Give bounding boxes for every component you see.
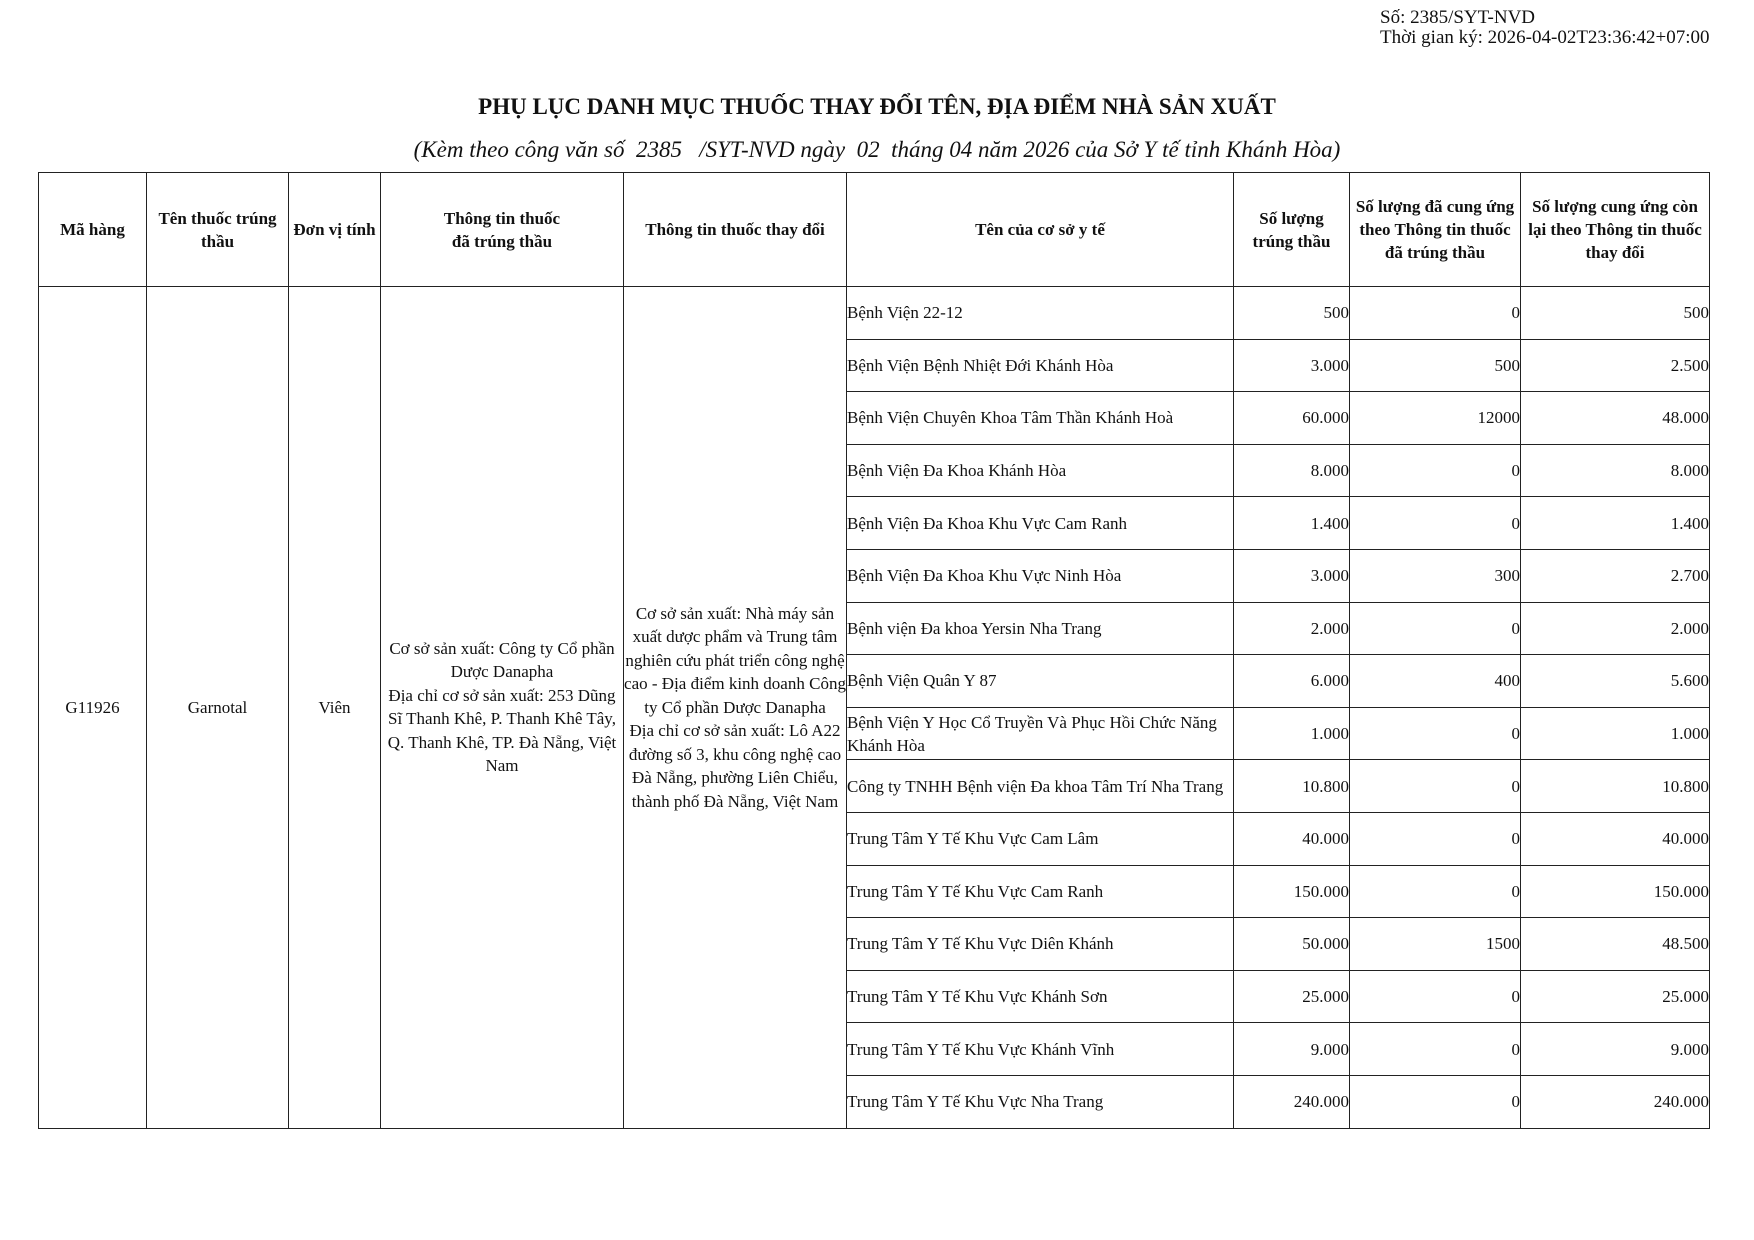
cell-so-luong: 8.000	[1234, 444, 1350, 497]
header-ten-thuoc: Tên thuốc trúng thầu	[147, 173, 289, 287]
header-thong-tin-thay-doi: Thông tin thuốc thay đổi	[624, 173, 847, 287]
cell-so-luong: 3.000	[1234, 339, 1350, 392]
cell-da-cung-ung: 0	[1350, 760, 1521, 813]
cell-co-so-y-te: Bệnh Viện Đa Khoa Khu Vực Cam Ranh	[847, 497, 1234, 550]
cell-da-cung-ung: 400	[1350, 655, 1521, 708]
cell-so-luong: 25.000	[1234, 970, 1350, 1023]
cell-con-lai: 8.000	[1521, 444, 1710, 497]
cell-con-lai: 1.400	[1521, 497, 1710, 550]
cell-so-luong: 3.000	[1234, 549, 1350, 602]
table-row	[39, 287, 1710, 340]
cell-co-so-y-te: Trung Tâm Y Tế Khu Vực Cam Lâm	[847, 812, 1234, 865]
cell-don-vi: Viên	[289, 287, 381, 1129]
cell-co-so-y-te: Trung Tâm Y Tế Khu Vực Cam Ranh	[847, 865, 1234, 918]
cell-ten-thuoc: Garnotal	[147, 287, 289, 1129]
cell-so-luong: 1.000	[1234, 707, 1350, 760]
cell-con-lai: 2.700	[1521, 549, 1710, 602]
cell-da-cung-ung: 0	[1350, 497, 1521, 550]
cell-so-luong: 6.000	[1234, 655, 1350, 708]
cell-so-luong: 1.400	[1234, 497, 1350, 550]
cell-da-cung-ung: 0	[1350, 812, 1521, 865]
cell-con-lai: 500	[1521, 287, 1710, 340]
cell-con-lai: 240.000	[1521, 1075, 1710, 1128]
cell-con-lai: 5.600	[1521, 655, 1710, 708]
cell-co-so-y-te: Bệnh Viện Đa Khoa Khánh Hòa	[847, 444, 1234, 497]
cell-co-so-y-te: Bệnh Viện Chuyên Khoa Tâm Thần Khánh Hoà	[847, 392, 1234, 445]
document-subtitle: (Kèm theo công văn số 2385 /SYT-NVD ngày 02 tháng 04 năm 2026 của Sở Y tế tỉnh Khánh Hòa)	[413, 137, 1341, 162]
cell-co-so-y-te: Trung Tâm Y Tế Khu Vực Khánh Sơn	[847, 970, 1234, 1023]
cell-con-lai: 9.000	[1521, 1023, 1710, 1076]
cell-co-so-y-te: Trung Tâm Y Tế Khu Vực Khánh Vĩnh	[847, 1023, 1234, 1076]
cell-da-cung-ung: 300	[1350, 549, 1521, 602]
cell-da-cung-ung: 0	[1350, 970, 1521, 1023]
cell-da-cung-ung: 0	[1350, 287, 1521, 340]
cell-da-cung-ung: 0	[1350, 865, 1521, 918]
cell-co-so-y-te: Bệnh Viện 22-12	[847, 287, 1234, 340]
header-thong-tin-trung-thau: Thông tin thuốc đã trúng thầu	[381, 173, 624, 287]
cell-so-luong: 2.000	[1234, 602, 1350, 655]
header-don-vi: Đơn vị tính	[289, 173, 381, 287]
cell-co-so-y-te: Bệnh Viện Y Học Cổ Truyền Và Phục Hồi Chức Năng Khánh Hòa	[847, 707, 1234, 760]
cell-co-so-y-te: Bệnh Viện Quân Y 87	[847, 655, 1234, 708]
cell-co-so-y-te: Công ty TNHH Bệnh viện Đa khoa Tâm Trí Nha Trang	[847, 760, 1234, 813]
cell-so-luong: 240.000	[1234, 1075, 1350, 1128]
cell-da-cung-ung: 0	[1350, 707, 1521, 760]
header-ma-hang: Mã hàng	[39, 173, 147, 287]
table-header-row	[39, 173, 1710, 287]
cell-so-luong: 10.800	[1234, 760, 1350, 813]
signing-time: Thời gian ký: 2026-04-02T23:36:42+07:00	[1380, 27, 1710, 48]
cell-co-so-y-te: Trung Tâm Y Tế Khu Vực Nha Trang	[847, 1075, 1234, 1128]
header-co-so-y-te: Tên của cơ sở y tế	[847, 173, 1234, 287]
cell-so-luong: 150.000	[1234, 865, 1350, 918]
cell-da-cung-ung: 0	[1350, 1023, 1521, 1076]
cell-da-cung-ung: 12000	[1350, 392, 1521, 445]
cell-con-lai: 2.000	[1521, 602, 1710, 655]
cell-con-lai: 2.500	[1521, 339, 1710, 392]
cell-con-lai: 150.000	[1521, 865, 1710, 918]
cell-ma-hang: G11926	[39, 287, 147, 1129]
header-so-luong: Số lượng trúng thầu	[1234, 173, 1350, 287]
cell-co-so-y-te: Bệnh Viện Đa Khoa Khu Vực Ninh Hòa	[847, 549, 1234, 602]
cell-so-luong: 9.000	[1234, 1023, 1350, 1076]
cell-con-lai: 48.500	[1521, 918, 1710, 971]
cell-con-lai: 25.000	[1521, 970, 1710, 1023]
document-title: PHỤ LỤC DANH MỤC THUỐC THAY ĐỔI TÊN, ĐỊA ĐIỂM NHÀ SẢN XUẤT	[478, 94, 1276, 119]
cell-con-lai: 48.000	[1521, 392, 1710, 445]
cell-thong-tin-thay-doi: Cơ sở sản xuất: Nhà máy sản xuất dược phẩm và Trung tâm nghiên cứu phát triển công nghệ cao - Địa điểm kinh doanh Công ty Cổ phần Dược Danapha Địa chỉ cơ sở sản xuất: Lô A22 đường số 3, khu công nghệ cao Đà Nẵng, phường Liên Chiểu, thành phố Đà Nẵng, Việt Nam	[624, 287, 847, 1129]
document-number: Số: 2385/SYT-NVD	[1380, 7, 1536, 28]
cell-so-luong: 500	[1234, 287, 1350, 340]
header-con-lai: Số lượng cung ứng còn lại theo Thông tin thuốc thay đổi	[1521, 173, 1710, 287]
cell-da-cung-ung: 0	[1350, 602, 1521, 655]
cell-da-cung-ung: 0	[1350, 1075, 1521, 1128]
header-da-cung-ung: Số lượng đã cung ứng theo Thông tin thuốc đã trúng thầu	[1350, 173, 1521, 287]
cell-con-lai: 10.800	[1521, 760, 1710, 813]
cell-con-lai: 1.000	[1521, 707, 1710, 760]
cell-thong-tin-trung-thau: Cơ sở sản xuất: Công ty Cổ phần Dược Danapha Địa chỉ cơ sở sản xuất: 253 Dũng Sĩ Thanh Khê, P. Thanh Khê Tây, Q. Thanh Khê, TP. Đà Nẵng, Việt Nam	[381, 287, 624, 1129]
cell-con-lai: 40.000	[1521, 812, 1710, 865]
cell-so-luong: 40.000	[1234, 812, 1350, 865]
cell-so-luong: 60.000	[1234, 392, 1350, 445]
cell-da-cung-ung: 1500	[1350, 918, 1521, 971]
cell-co-so-y-te: Bệnh viện Đa khoa Yersin Nha Trang	[847, 602, 1234, 655]
cell-da-cung-ung: 0	[1350, 444, 1521, 497]
cell-co-so-y-te: Bệnh Viện Bệnh Nhiệt Đới Khánh Hòa	[847, 339, 1234, 392]
cell-co-so-y-te: Trung Tâm Y Tế Khu Vực Diên Khánh	[847, 918, 1234, 971]
signature-block	[1380, 8, 1710, 48]
cell-da-cung-ung: 500	[1350, 339, 1521, 392]
cell-so-luong: 50.000	[1234, 918, 1350, 971]
drug-change-table	[38, 172, 1710, 1129]
